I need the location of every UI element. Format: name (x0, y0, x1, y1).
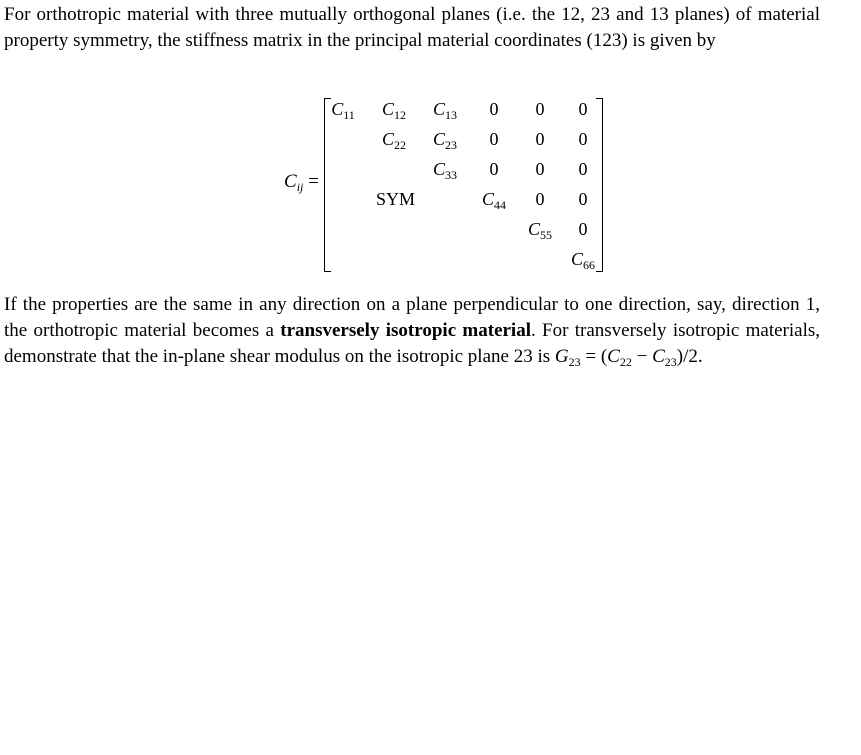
matrix-cell: 0 (578, 219, 588, 239)
matrix-cell: $C_{55}$ (527, 219, 552, 242)
matrix-cell: 0 (578, 159, 588, 179)
right-bracket (596, 98, 603, 272)
matrix-cell: $C_{66}$ (570, 249, 595, 272)
matrix-label-symbol: C (284, 171, 297, 192)
matrix-cell: $C_{23}$ (432, 129, 457, 152)
matrix-cell: $C_{12}$ (381, 99, 406, 122)
matrix-cell: $C_{22}$ (381, 129, 406, 152)
matrix-cell: 0 (489, 159, 499, 179)
question-text-part2: . For transversely isotropic materials, demonstrate that the in-plane shear modulus on the isotropic plane 23 is (4, 320, 820, 367)
question-paragraph (4, 292, 820, 370)
matrix-cell: 0 (578, 129, 588, 149)
matrix-cell: 0 (535, 99, 545, 119)
matrix-cell: 0 (578, 189, 588, 209)
shear-modulus-formula: $G_{23} = (C_{22} - C_{23})/2$. (554, 346, 703, 369)
matrix-cell: $C_{13}$ (432, 99, 457, 122)
matrix-cell: 0 (578, 99, 588, 119)
matrix-cell: $C_{33}$ (432, 159, 457, 182)
matrix-cell: 0 (489, 99, 499, 119)
matrix-cell: 0 (535, 159, 545, 179)
stiffness-matrix (0, 95, 861, 275)
matrix-cell: 0 (535, 129, 545, 149)
equals-sign: = (308, 171, 319, 192)
left-bracket (324, 98, 331, 272)
bold-term: transversely isotropic material (280, 320, 531, 341)
matrix-label (284, 171, 319, 193)
matrix-cell: $C_{44}$ (481, 189, 506, 212)
matrix-cell: 0 (535, 189, 545, 209)
matrix-cell: 0 (489, 129, 499, 149)
matrix-label-subscript: ij (296, 180, 304, 194)
question-text-part1: If the properties are the same in any direction on a plane perpendicular to one direction, say, direction 1, the orthotropic material becomes a (4, 294, 820, 341)
sym-label: SYM (376, 189, 416, 209)
intro-paragraph: For orthotropic material with three mutually orthogonal planes (i.e. the 12, 23 and 13 planes) of material property symmetry, the stiffness matrix in the principal material coordinates (123) is given by (4, 4, 820, 51)
matrix-cell: $C_{11}$ (331, 99, 355, 122)
